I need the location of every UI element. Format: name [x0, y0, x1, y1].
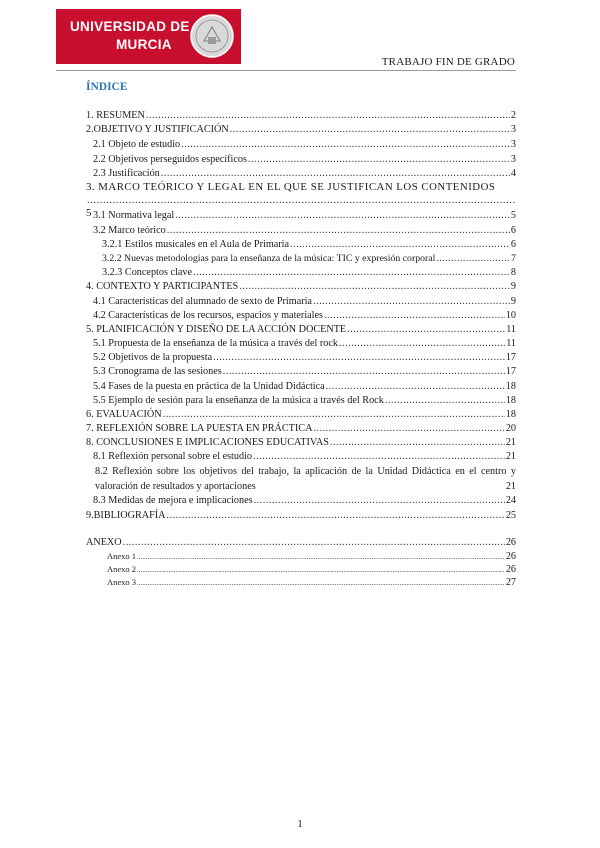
dot-leader: [253, 450, 505, 463]
dot-leader: [385, 394, 505, 407]
dot-leader: [167, 509, 505, 522]
toc-entry[interactable]: [93, 153, 516, 166]
toc-entry-page: 21: [505, 451, 516, 462]
toc-entry[interactable]: [107, 563, 516, 577]
toc-entry[interactable]: [93, 494, 516, 507]
toc-entry[interactable]: [86, 509, 516, 522]
dot-leader: [213, 351, 505, 364]
university-seal-icon: [189, 13, 235, 59]
toc-entry[interactable]: [93, 365, 516, 378]
dot-leader: [167, 224, 510, 237]
toc-entry[interactable]: [102, 252, 516, 265]
toc-entry-page: 10: [505, 310, 516, 321]
toc-entry-page: 8: [510, 267, 516, 278]
toc-entry-page: 7: [511, 253, 516, 264]
toc-entry-label: Anexo 2: [107, 564, 137, 574]
toc-entry-page: 5: [86, 207, 92, 219]
dot-leader: [223, 365, 505, 378]
toc-entry-page: 18: [505, 381, 516, 392]
dot-leader: [436, 252, 510, 265]
toc-entry-label: 1. RESUMEN: [86, 110, 145, 121]
toc-entry-page: 5: [510, 210, 516, 221]
toc-entry-page: 18: [505, 409, 516, 420]
dot-leader: [181, 138, 510, 151]
logo-line-1: UNIVERSIDAD DE: [70, 19, 190, 34]
toc-entry-page: 3: [510, 124, 516, 135]
toc-entry-page: 17: [505, 352, 516, 363]
toc-entry[interactable]: [93, 295, 516, 308]
dot-leader: [239, 280, 510, 293]
toc-entry[interactable]: [86, 422, 516, 435]
toc-entry-label: 5.2 Objetivos de la propuesta: [93, 352, 213, 363]
dot-leader: [230, 123, 510, 136]
dot-leader: [87, 194, 515, 207]
toc-entry-label: 2.OBJETIVO Y JUSTIFICACIÓN: [86, 124, 229, 135]
dot-leader: [161, 167, 510, 180]
toc-entry[interactable]: [95, 465, 516, 494]
toc-entry-label: 4.1 Características del alumnado de sexto de Primaria: [93, 296, 312, 307]
dot-leader: [339, 337, 505, 350]
toc-entry-label: 5.1 Propuesta de la enseñanza de la música a través del rock: [93, 338, 338, 349]
toc-entry[interactable]: [93, 167, 516, 180]
toc-entry-label: 8.1 Reflexión personal sobre el estudio: [93, 451, 253, 462]
dot-leader: [137, 577, 505, 590]
university-logo: [56, 9, 241, 64]
toc-heading: ÍNDICE: [86, 81, 128, 93]
header-divider: [56, 70, 516, 71]
toc-entry-label: 8.2 Reflexión sobre los objetivos del trabajo, la aplicación de la Unidad Didáctica en el centro y valoración de resultados y aportaciones: [95, 466, 516, 492]
toc-entry-page: 2: [510, 110, 516, 121]
toc-entry-page: 21: [505, 480, 516, 492]
toc-entry[interactable]: [93, 380, 516, 393]
toc-entry[interactable]: [107, 576, 516, 590]
toc-entry-label: 2.2 Objetivos perseguidos específicos: [93, 154, 247, 165]
toc-entry-page: 9: [510, 281, 516, 292]
toc-entry[interactable]: [86, 280, 516, 293]
toc-entry[interactable]: [86, 436, 516, 449]
toc-entry[interactable]: [93, 394, 516, 407]
dot-leader: [254, 494, 505, 507]
toc-entry[interactable]: [86, 109, 516, 122]
toc-entry-page: 21: [505, 437, 516, 448]
toc-entry-label: 5.3 Cronograma de las sesiones: [93, 366, 222, 377]
toc-entry[interactable]: [102, 238, 516, 251]
toc-entry-page: 18: [505, 395, 516, 406]
toc-entry-label: 2.3 Justificación: [93, 168, 160, 179]
toc-entry[interactable]: [93, 224, 516, 237]
toc-entry[interactable]: [102, 266, 516, 279]
dot-leader: [347, 323, 505, 336]
dot-leader: [193, 266, 510, 279]
toc-entry-page: 3: [510, 154, 516, 165]
toc-entry-label: 4.2 Características de los recursos, espacios y materiales: [93, 310, 323, 321]
toc-entry-label: 5. PLANIFICACIÓN Y DISEÑO DE LA ACCIÓN DOCENTE: [86, 324, 347, 335]
toc-entry[interactable]: [86, 123, 516, 136]
toc-entry-page: 11: [506, 338, 516, 349]
toc-entry-label: 3.2.2 Nuevas metodologías para la enseñanza de la música: TIC y expresión corporal: [102, 253, 436, 264]
dot-leader: [313, 422, 504, 435]
toc-entry[interactable]: [93, 309, 516, 322]
toc-entry-label: 7. REFLEXIÓN SOBRE LA PUESTA EN PRÁCTICA: [86, 423, 313, 434]
dot-leader: [146, 109, 510, 122]
toc-entry-page: 27: [505, 577, 516, 588]
toc-entry[interactable]: [93, 450, 516, 463]
toc-entry-page: 24: [505, 495, 516, 506]
toc-entry-page: 6: [510, 225, 516, 236]
toc-entry-label: 6. EVALUACIÓN: [86, 409, 162, 420]
toc-entry-page: 9: [510, 296, 516, 307]
page-number: 1: [297, 818, 303, 830]
dot-leader: [123, 536, 505, 549]
toc-entry-page: 4: [510, 168, 516, 179]
dot-leader: [248, 153, 510, 166]
toc-entry[interactable]: [93, 138, 516, 151]
toc-entry[interactable]: [86, 323, 516, 336]
dot-leader: [313, 295, 510, 308]
toc-entry-label: ANEXO: [86, 537, 122, 548]
toc-entry-label: 9.BIBLIOGRAFÍA: [86, 510, 166, 521]
toc-entry-label: 5.5 Ejemplo de sesión para la enseñanza de la música a través del Rock: [93, 395, 384, 406]
toc-entry-page: 26: [505, 564, 516, 575]
dot-leader: [290, 238, 510, 251]
toc-entry[interactable]: [86, 408, 516, 421]
toc-entry-label: Anexo 3: [107, 577, 137, 587]
dot-leader: [326, 380, 505, 393]
toc-entry-label: 4. CONTEXTO Y PARTICIPANTES: [86, 281, 239, 292]
toc-entry-label: 8.3 Medidas de mejora e implicaciones: [93, 495, 253, 506]
toc-entry-label: 3.2.1 Estilos musicales en el Aula de Primaria: [102, 239, 290, 250]
toc-entry-label: 2.1 Objeto de estudio: [93, 139, 181, 150]
toc-entry[interactable]: [93, 209, 516, 222]
toc-entry-page: 3: [510, 139, 516, 150]
toc-entry-label: 5.4 Fases de la puesta en práctica de la Unidad Didáctica: [93, 381, 325, 392]
toc-entry[interactable]: [86, 536, 516, 549]
toc-entry-page: 11: [506, 324, 516, 335]
toc-entry-label: 3. MARCO TEÓRICO Y LEGAL EN EL QUE SE JUSTIFICAN LOS CONTENIDOS: [86, 181, 496, 193]
logo-line-2: MURCIA: [116, 37, 172, 52]
dot-leader: [175, 209, 510, 222]
toc-entry-label: 8. CONCLUSIONES E IMPLICACIONES EDUCATIVAS: [86, 437, 329, 448]
toc-entry[interactable]: [107, 550, 516, 564]
dot-leader: [330, 436, 505, 449]
toc-entry-label: 3.2 Marco teórico: [93, 225, 166, 236]
toc-entry-label: Anexo 1: [107, 551, 137, 561]
toc-entry-page: 17: [505, 366, 516, 377]
toc-entry[interactable]: [93, 351, 516, 364]
toc-entry-page: 26: [505, 537, 516, 548]
toc-entry-page: 6: [510, 239, 516, 250]
toc-entry-page: 25: [505, 510, 516, 521]
toc-entry-label: 3.1 Normativa legal: [93, 210, 175, 221]
document-title: TRABAJO FIN DE GRADO: [381, 56, 515, 68]
dot-leader: [163, 408, 505, 421]
dot-leader: [324, 309, 505, 322]
toc-entry-label: 3.2.3 Conceptos clave: [102, 267, 192, 278]
toc-entry-page: 20: [505, 423, 516, 434]
toc-entry[interactable]: [93, 337, 516, 350]
toc-entry-page: 26: [505, 551, 516, 562]
